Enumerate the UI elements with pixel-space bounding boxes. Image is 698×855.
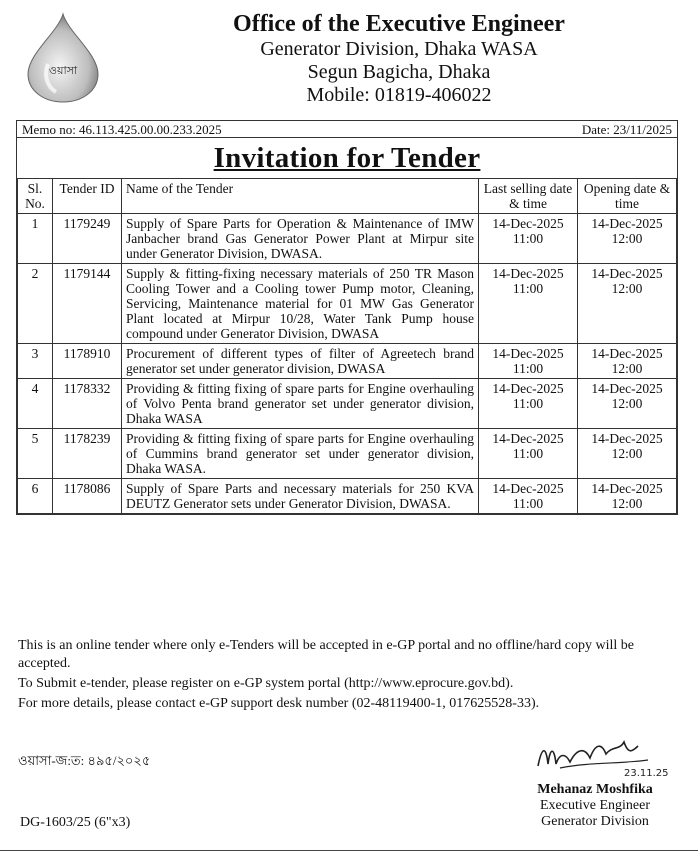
office-address: Segun Bagicha, Dhaka bbox=[307, 61, 491, 83]
cell-opening bbox=[578, 264, 677, 344]
date-value: 14-Dec-2025 bbox=[591, 481, 663, 496]
office-mobile: Mobile: 01819-406022 bbox=[306, 84, 492, 106]
date-value: 14-Dec-2025 bbox=[492, 381, 564, 396]
cell-opening bbox=[578, 429, 677, 479]
memo-number: Memo no: 46.113.425.00.00.233.2025 bbox=[22, 122, 222, 137]
date-value: 14-Dec-2025 bbox=[591, 346, 663, 361]
cell-tender-name: Procurement of different types of filter of Agreetech brand generator set under generator division, DWASA bbox=[122, 344, 479, 379]
date-value: 14-Dec-2025 bbox=[591, 381, 663, 396]
note-online: This is an online tender where only e-Tenders will be accepted in e-GP portal and no offline/hard copy will be accepted. bbox=[18, 638, 634, 671]
cell-last-selling bbox=[479, 479, 578, 514]
cell-sl: 6 bbox=[18, 479, 53, 514]
cell-opening bbox=[578, 214, 677, 264]
wasa-memo-ref: ওয়াসা-জ:ত: ৪৯৫/২০২৫ bbox=[18, 753, 151, 768]
date-value: 14-Dec-2025 bbox=[492, 431, 564, 446]
cell-sl: 5 bbox=[18, 429, 53, 479]
date-value: 14-Dec-2025 bbox=[591, 266, 663, 281]
table-header-row bbox=[18, 179, 677, 214]
signature-date: 23.11.25 bbox=[624, 768, 669, 779]
time-value: 12:00 bbox=[611, 496, 643, 511]
office-title: Office of the Executive Engineer bbox=[233, 11, 565, 37]
table-row bbox=[18, 479, 677, 514]
cell-tender-id: 1178086 bbox=[53, 479, 122, 514]
cell-opening bbox=[578, 344, 677, 379]
time-value: 12:00 bbox=[611, 396, 643, 411]
cell-last-selling bbox=[479, 379, 578, 429]
note-support: For more details, please contact e-GP support desk number (02-48119400-1, 017625528-33). bbox=[18, 696, 540, 711]
cell-sl: 1 bbox=[18, 214, 53, 264]
cell-last-selling bbox=[479, 429, 578, 479]
table-row bbox=[18, 429, 677, 479]
signature bbox=[520, 732, 670, 782]
division-name: Generator Division, Dhaka WASA bbox=[260, 38, 538, 60]
time-value: 11:00 bbox=[512, 446, 544, 461]
bottom-divider bbox=[0, 850, 698, 851]
cell-tender-id: 1178332 bbox=[53, 379, 122, 429]
dg-reference: DG-1603/25 (6"x3) bbox=[20, 815, 131, 830]
cell-opening bbox=[578, 379, 677, 429]
cell-tender-id: 1179144 bbox=[53, 264, 122, 344]
time-value: 12:00 bbox=[611, 361, 643, 376]
cell-last-selling bbox=[479, 214, 578, 264]
time-value: 12:00 bbox=[611, 446, 643, 461]
cell-tender-id: 1178239 bbox=[53, 429, 122, 479]
cell-tender-name: Providing & fitting fixing of spare parts for Engine overhauling of Volvo Penta brand generator set under generator division, Dhaka WASA bbox=[122, 379, 479, 429]
signer-name: Mehanaz Moshfika bbox=[537, 782, 653, 797]
logo-label: ওয়াসা bbox=[48, 64, 78, 77]
wasa-logo bbox=[24, 12, 102, 104]
time-value: 12:00 bbox=[611, 281, 643, 296]
tender-frame bbox=[16, 138, 678, 515]
col-header-last-selling: Last selling date & time bbox=[479, 179, 578, 214]
water-drop-icon bbox=[24, 12, 102, 104]
table-row bbox=[18, 344, 677, 379]
memo-date: Date: 23/11/2025 bbox=[581, 122, 672, 137]
signature-block bbox=[520, 732, 670, 830]
tender-table bbox=[17, 178, 677, 514]
col-header-name: Name of the Tender bbox=[122, 179, 479, 214]
cell-sl: 3 bbox=[18, 344, 53, 379]
date-value: 14-Dec-2025 bbox=[492, 346, 564, 361]
col-header-tender-id: Tender ID bbox=[53, 179, 122, 214]
time-value: 11:00 bbox=[512, 496, 544, 511]
note-register: To Submit e-tender, please register on e-GP system portal (http://www.eprocure.gov.bd). bbox=[18, 676, 514, 691]
page-title: Invitation for Tender bbox=[213, 142, 481, 174]
cell-opening bbox=[578, 479, 677, 514]
signer-division: Generator Division bbox=[541, 814, 649, 829]
date-value: 14-Dec-2025 bbox=[492, 216, 564, 231]
col-header-opening: Opening date & time bbox=[578, 179, 677, 214]
cell-sl: 4 bbox=[18, 379, 53, 429]
date-value: 14-Dec-2025 bbox=[591, 216, 663, 231]
cell-last-selling bbox=[479, 344, 578, 379]
tender-notes bbox=[18, 637, 678, 715]
table-row bbox=[18, 379, 677, 429]
cell-tender-id: 1179249 bbox=[53, 214, 122, 264]
table-row bbox=[18, 264, 677, 344]
signer-title: Executive Engineer bbox=[539, 798, 650, 813]
cell-tender-name: Providing & fitting fixing of spare parts for Engine overhauling of Cummins brand generator set under generator division, Dhaka WASA. bbox=[122, 429, 479, 479]
cell-tender-id: 1178910 bbox=[53, 344, 122, 379]
cell-last-selling bbox=[479, 264, 578, 344]
cell-tender-name: Supply of Spare Parts for Operation & Maintenance of IMW Janbacher brand Gas Generator Power Plant at Mirpur site under Generator Division, DWASA. bbox=[122, 214, 479, 264]
time-value: 11:00 bbox=[512, 281, 544, 296]
letterhead bbox=[110, 10, 688, 107]
table-row bbox=[18, 214, 677, 264]
time-value: 11:00 bbox=[512, 361, 544, 376]
cell-tender-name: Supply & fitting-fixing necessary materials of 250 TR Mason Cooling Tower and a Cooling tower Pump motor, Cleaning, Servicing, Maintenance material for 01 MW Gas Generator Plant located at Mirpur 10/28, Water Tank Pump house compound under Generator Division, DWASA bbox=[122, 264, 479, 344]
col-header-sl: Sl. No. bbox=[18, 179, 53, 214]
time-value: 11:00 bbox=[512, 396, 544, 411]
date-value: 14-Dec-2025 bbox=[492, 266, 564, 281]
time-value: 11:00 bbox=[512, 231, 544, 246]
signature-scribble-icon bbox=[520, 732, 670, 782]
cell-tender-name: Supply of Spare Parts and necessary materials for 250 KVA DEUTZ Generator sets under Generator Division, DWASA. bbox=[122, 479, 479, 514]
tender-rows bbox=[18, 214, 677, 514]
time-value: 12:00 bbox=[611, 231, 643, 246]
date-value: 14-Dec-2025 bbox=[492, 481, 564, 496]
cell-sl: 2 bbox=[18, 264, 53, 344]
date-value: 14-Dec-2025 bbox=[591, 431, 663, 446]
memo-bar bbox=[16, 120, 678, 138]
